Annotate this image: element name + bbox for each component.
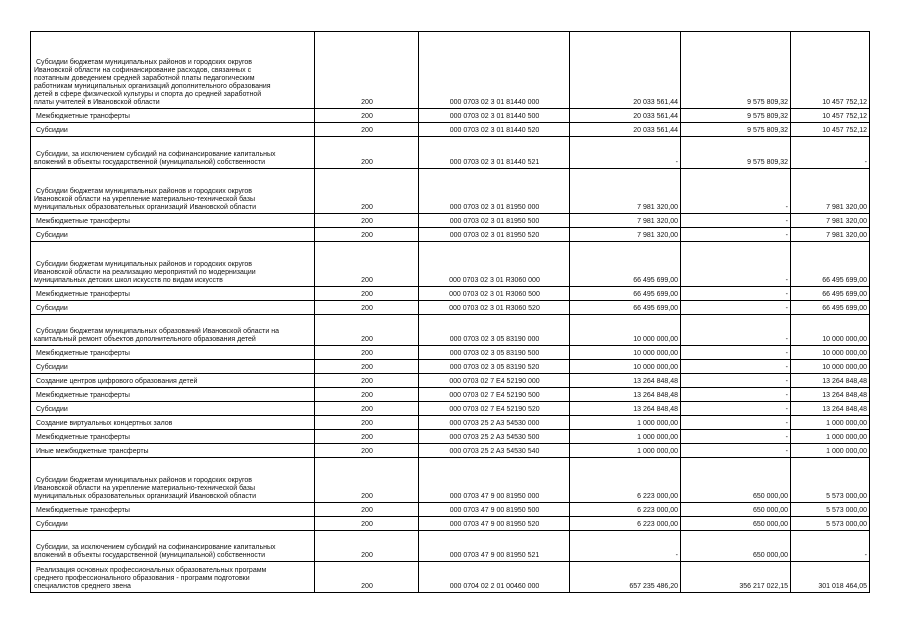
row-line-code: 200 [315, 169, 419, 214]
row-description: Субсидии бюджетам муниципальных районов и городских округов Ивановской области на софинансирование расходов, связанных с поэтапным доведением средней заработной платы педагогическим работникам муниципальных организаций дополнительного образования детей в сфере физической культуры и спорта до средней заработной платы учителей в Ивановской области [31, 32, 315, 109]
row-executed-amount: 9 575 809,32 [681, 32, 791, 109]
row-approved-amount: 7 981 320,00 [570, 214, 681, 228]
row-executed-amount: - [681, 416, 791, 430]
row-executed-amount: - [681, 346, 791, 360]
row-executed-amount: - [681, 360, 791, 374]
row-unexecuted-amount: 301 018 464,05 [791, 562, 870, 593]
row-budget-code: 000 0704 02 2 01 00460 000 [419, 562, 570, 593]
row-unexecuted-amount: - [791, 531, 870, 562]
row-line-code: 200 [315, 458, 419, 503]
row-budget-code: 000 0703 02 3 01 81440 500 [419, 109, 570, 123]
row-unexecuted-amount: 7 981 320,00 [791, 214, 870, 228]
table-row [31, 388, 870, 402]
row-description: Межбюджетные трансферты [31, 346, 315, 360]
row-unexecuted-amount: 5 573 000,00 [791, 503, 870, 517]
row-budget-code: 000 0703 25 2 A3 54530 500 [419, 430, 570, 444]
row-unexecuted-amount: 7 981 320,00 [791, 228, 870, 242]
row-unexecuted-amount: 10 000 000,00 [791, 346, 870, 360]
row-description: Субсидии бюджетам муниципальных районов и городских округов Ивановской области на укрепление материально-технической базы муниципальных образовательных организаций Ивановской области [31, 458, 315, 503]
row-line-code: 200 [315, 360, 419, 374]
table-row [31, 562, 870, 593]
row-line-code: 200 [315, 242, 419, 287]
row-executed-amount: 356 217 022,15 [681, 562, 791, 593]
row-unexecuted-amount: 10 457 752,12 [791, 123, 870, 137]
row-description: Субсидии бюджетам муниципальных образований Ивановской области на капитальный ремонт объектов дополнительного образования детей [31, 315, 315, 346]
row-line-code: 200 [315, 562, 419, 593]
row-budget-code: 000 0703 47 9 00 81950 500 [419, 503, 570, 517]
table-row [31, 301, 870, 315]
row-unexecuted-amount: 10 457 752,12 [791, 32, 870, 109]
row-unexecuted-amount: 13 264 848,48 [791, 374, 870, 388]
row-budget-code: 000 0703 02 3 05 83190 520 [419, 360, 570, 374]
table-row [31, 458, 870, 503]
table-row [31, 346, 870, 360]
row-unexecuted-amount: 5 573 000,00 [791, 458, 870, 503]
row-description: Субсидии [31, 360, 315, 374]
row-line-code: 200 [315, 402, 419, 416]
row-unexecuted-amount: 13 264 848,48 [791, 402, 870, 416]
row-budget-code: 000 0703 47 9 00 81950 521 [419, 531, 570, 562]
row-line-code: 200 [315, 346, 419, 360]
row-approved-amount: 66 495 699,00 [570, 242, 681, 287]
table-row [31, 169, 870, 214]
row-line-code: 200 [315, 32, 419, 109]
row-unexecuted-amount: 7 981 320,00 [791, 169, 870, 214]
row-unexecuted-amount: 1 000 000,00 [791, 430, 870, 444]
row-line-code: 200 [315, 531, 419, 562]
row-budget-code: 000 0703 02 3 01 81950 500 [419, 214, 570, 228]
row-line-code: 200 [315, 228, 419, 242]
row-line-code: 200 [315, 430, 419, 444]
row-approved-amount: - [570, 531, 681, 562]
row-executed-amount: - [681, 301, 791, 315]
row-line-code: 200 [315, 388, 419, 402]
row-budget-code: 000 0703 02 3 01 81440 521 [419, 137, 570, 169]
table-row [31, 228, 870, 242]
row-approved-amount: 7 981 320,00 [570, 169, 681, 214]
row-approved-amount: 66 495 699,00 [570, 287, 681, 301]
row-approved-amount: 6 223 000,00 [570, 517, 681, 531]
table-row [31, 402, 870, 416]
row-line-code: 200 [315, 287, 419, 301]
row-unexecuted-amount: 5 573 000,00 [791, 517, 870, 531]
row-unexecuted-amount: 10 000 000,00 [791, 360, 870, 374]
row-executed-amount: 9 575 809,32 [681, 123, 791, 137]
row-budget-code: 000 0703 47 9 00 81950 520 [419, 517, 570, 531]
row-line-code: 200 [315, 517, 419, 531]
row-budget-code: 000 0703 02 3 01 81440 520 [419, 123, 570, 137]
row-executed-amount: 9 575 809,32 [681, 109, 791, 123]
row-approved-amount: 10 000 000,00 [570, 315, 681, 346]
row-description: Создание центров цифрового образования детей [31, 374, 315, 388]
row-description: Субсидии [31, 517, 315, 531]
row-budget-code: 000 0703 25 2 A3 54530 540 [419, 444, 570, 458]
row-budget-code: 000 0703 25 2 A3 54530 000 [419, 416, 570, 430]
row-budget-code: 000 0703 02 3 01 81950 520 [419, 228, 570, 242]
row-approved-amount: - [570, 137, 681, 169]
row-description: Иные межбюджетные трансферты [31, 444, 315, 458]
row-executed-amount: - [681, 214, 791, 228]
row-description: Субсидии бюджетам муниципальных районов и городских округов Ивановской области на укрепление материально-технической базы муниципальных образовательных организаций Ивановской области [31, 169, 315, 214]
row-budget-code: 000 0703 02 7 E4 52190 520 [419, 402, 570, 416]
table-row [31, 531, 870, 562]
row-budget-code: 000 0703 02 3 01 R3060 520 [419, 301, 570, 315]
row-executed-amount: - [681, 228, 791, 242]
row-description: Субсидии [31, 123, 315, 137]
row-approved-amount: 6 223 000,00 [570, 503, 681, 517]
row-description: Субсидии [31, 402, 315, 416]
row-executed-amount: 650 000,00 [681, 503, 791, 517]
table-row [31, 123, 870, 137]
row-description: Субсидии бюджетам муниципальных районов и городских округов Ивановской области на реализацию мероприятий по модернизации муниципальных детских школ искусств по видам искусств [31, 242, 315, 287]
row-unexecuted-amount: 10 457 752,12 [791, 109, 870, 123]
row-line-code: 200 [315, 109, 419, 123]
row-unexecuted-amount: 13 264 848,48 [791, 388, 870, 402]
budget-table [30, 31, 870, 593]
row-executed-amount: 650 000,00 [681, 517, 791, 531]
row-budget-code: 000 0703 02 3 01 81440 000 [419, 32, 570, 109]
row-executed-amount: - [681, 402, 791, 416]
table-row [31, 109, 870, 123]
table-row [31, 32, 870, 109]
row-executed-amount: 650 000,00 [681, 458, 791, 503]
row-approved-amount: 1 000 000,00 [570, 430, 681, 444]
table-row [31, 315, 870, 346]
row-description: Субсидии [31, 301, 315, 315]
row-unexecuted-amount: 66 495 699,00 [791, 242, 870, 287]
table-row [31, 444, 870, 458]
table-row [31, 430, 870, 444]
row-description: Создание виртуальных концертных залов [31, 416, 315, 430]
row-budget-code: 000 0703 02 3 01 81950 000 [419, 169, 570, 214]
row-approved-amount: 6 223 000,00 [570, 458, 681, 503]
row-budget-code: 000 0703 02 7 E4 52190 000 [419, 374, 570, 388]
table-body [31, 32, 870, 593]
row-description: Межбюджетные трансферты [31, 109, 315, 123]
row-approved-amount: 10 000 000,00 [570, 346, 681, 360]
row-approved-amount: 1 000 000,00 [570, 416, 681, 430]
row-budget-code: 000 0703 02 3 01 R3060 000 [419, 242, 570, 287]
row-line-code: 200 [315, 214, 419, 228]
row-unexecuted-amount: 1 000 000,00 [791, 416, 870, 430]
row-unexecuted-amount: 10 000 000,00 [791, 315, 870, 346]
row-unexecuted-amount: - [791, 137, 870, 169]
row-executed-amount: - [681, 287, 791, 301]
table-row [31, 242, 870, 287]
table-row [31, 416, 870, 430]
row-budget-code: 000 0703 02 3 05 83190 000 [419, 315, 570, 346]
row-description: Субсидии [31, 228, 315, 242]
row-line-code: 200 [315, 444, 419, 458]
row-unexecuted-amount: 1 000 000,00 [791, 444, 870, 458]
row-description: Межбюджетные трансферты [31, 287, 315, 301]
row-budget-code: 000 0703 47 9 00 81950 000 [419, 458, 570, 503]
row-executed-amount: - [681, 374, 791, 388]
row-approved-amount: 7 981 320,00 [570, 228, 681, 242]
row-description: Межбюджетные трансферты [31, 430, 315, 444]
row-approved-amount: 1 000 000,00 [570, 444, 681, 458]
row-approved-amount: 20 033 561,44 [570, 109, 681, 123]
table-row [31, 374, 870, 388]
row-description: Реализация основных профессиональных образовательных программ среднего профессионального образования - программ подготовки специалистов среднего звена [31, 562, 315, 593]
row-line-code: 200 [315, 137, 419, 169]
table-row [31, 517, 870, 531]
row-line-code: 200 [315, 374, 419, 388]
row-approved-amount: 20 033 561,44 [570, 123, 681, 137]
row-budget-code: 000 0703 02 7 E4 52190 500 [419, 388, 570, 402]
row-executed-amount: - [681, 430, 791, 444]
row-executed-amount: 9 575 809,32 [681, 137, 791, 169]
row-line-code: 200 [315, 315, 419, 346]
table-row [31, 503, 870, 517]
row-approved-amount: 13 264 848,48 [570, 374, 681, 388]
table-row [31, 287, 870, 301]
table-row [31, 137, 870, 169]
row-executed-amount: - [681, 242, 791, 287]
row-line-code: 200 [315, 416, 419, 430]
row-line-code: 200 [315, 503, 419, 517]
row-approved-amount: 20 033 561,44 [570, 32, 681, 109]
table-row [31, 214, 870, 228]
row-unexecuted-amount: 66 495 699,00 [791, 301, 870, 315]
row-description: Межбюджетные трансферты [31, 503, 315, 517]
row-approved-amount: 13 264 848,48 [570, 388, 681, 402]
row-executed-amount: - [681, 169, 791, 214]
row-description: Субсидии, за исключением субсидий на софинансирование капитальных вложений в объекты государственной (муниципальной) собственности [31, 137, 315, 169]
row-unexecuted-amount: 66 495 699,00 [791, 287, 870, 301]
row-budget-code: 000 0703 02 3 05 83190 500 [419, 346, 570, 360]
row-executed-amount: - [681, 315, 791, 346]
row-executed-amount: 650 000,00 [681, 531, 791, 562]
row-line-code: 200 [315, 123, 419, 137]
row-approved-amount: 66 495 699,00 [570, 301, 681, 315]
table-row [31, 360, 870, 374]
row-description: Субсидии, за исключением субсидий на софинансирование капитальных вложений в объекты государственной (муниципальной) собственности [31, 531, 315, 562]
row-executed-amount: - [681, 388, 791, 402]
row-approved-amount: 13 264 848,48 [570, 402, 681, 416]
row-description: Межбюджетные трансферты [31, 214, 315, 228]
row-line-code: 200 [315, 301, 419, 315]
row-approved-amount: 10 000 000,00 [570, 360, 681, 374]
row-executed-amount: - [681, 444, 791, 458]
row-budget-code: 000 0703 02 3 01 R3060 500 [419, 287, 570, 301]
row-approved-amount: 657 235 486,20 [570, 562, 681, 593]
row-description: Межбюджетные трансферты [31, 388, 315, 402]
